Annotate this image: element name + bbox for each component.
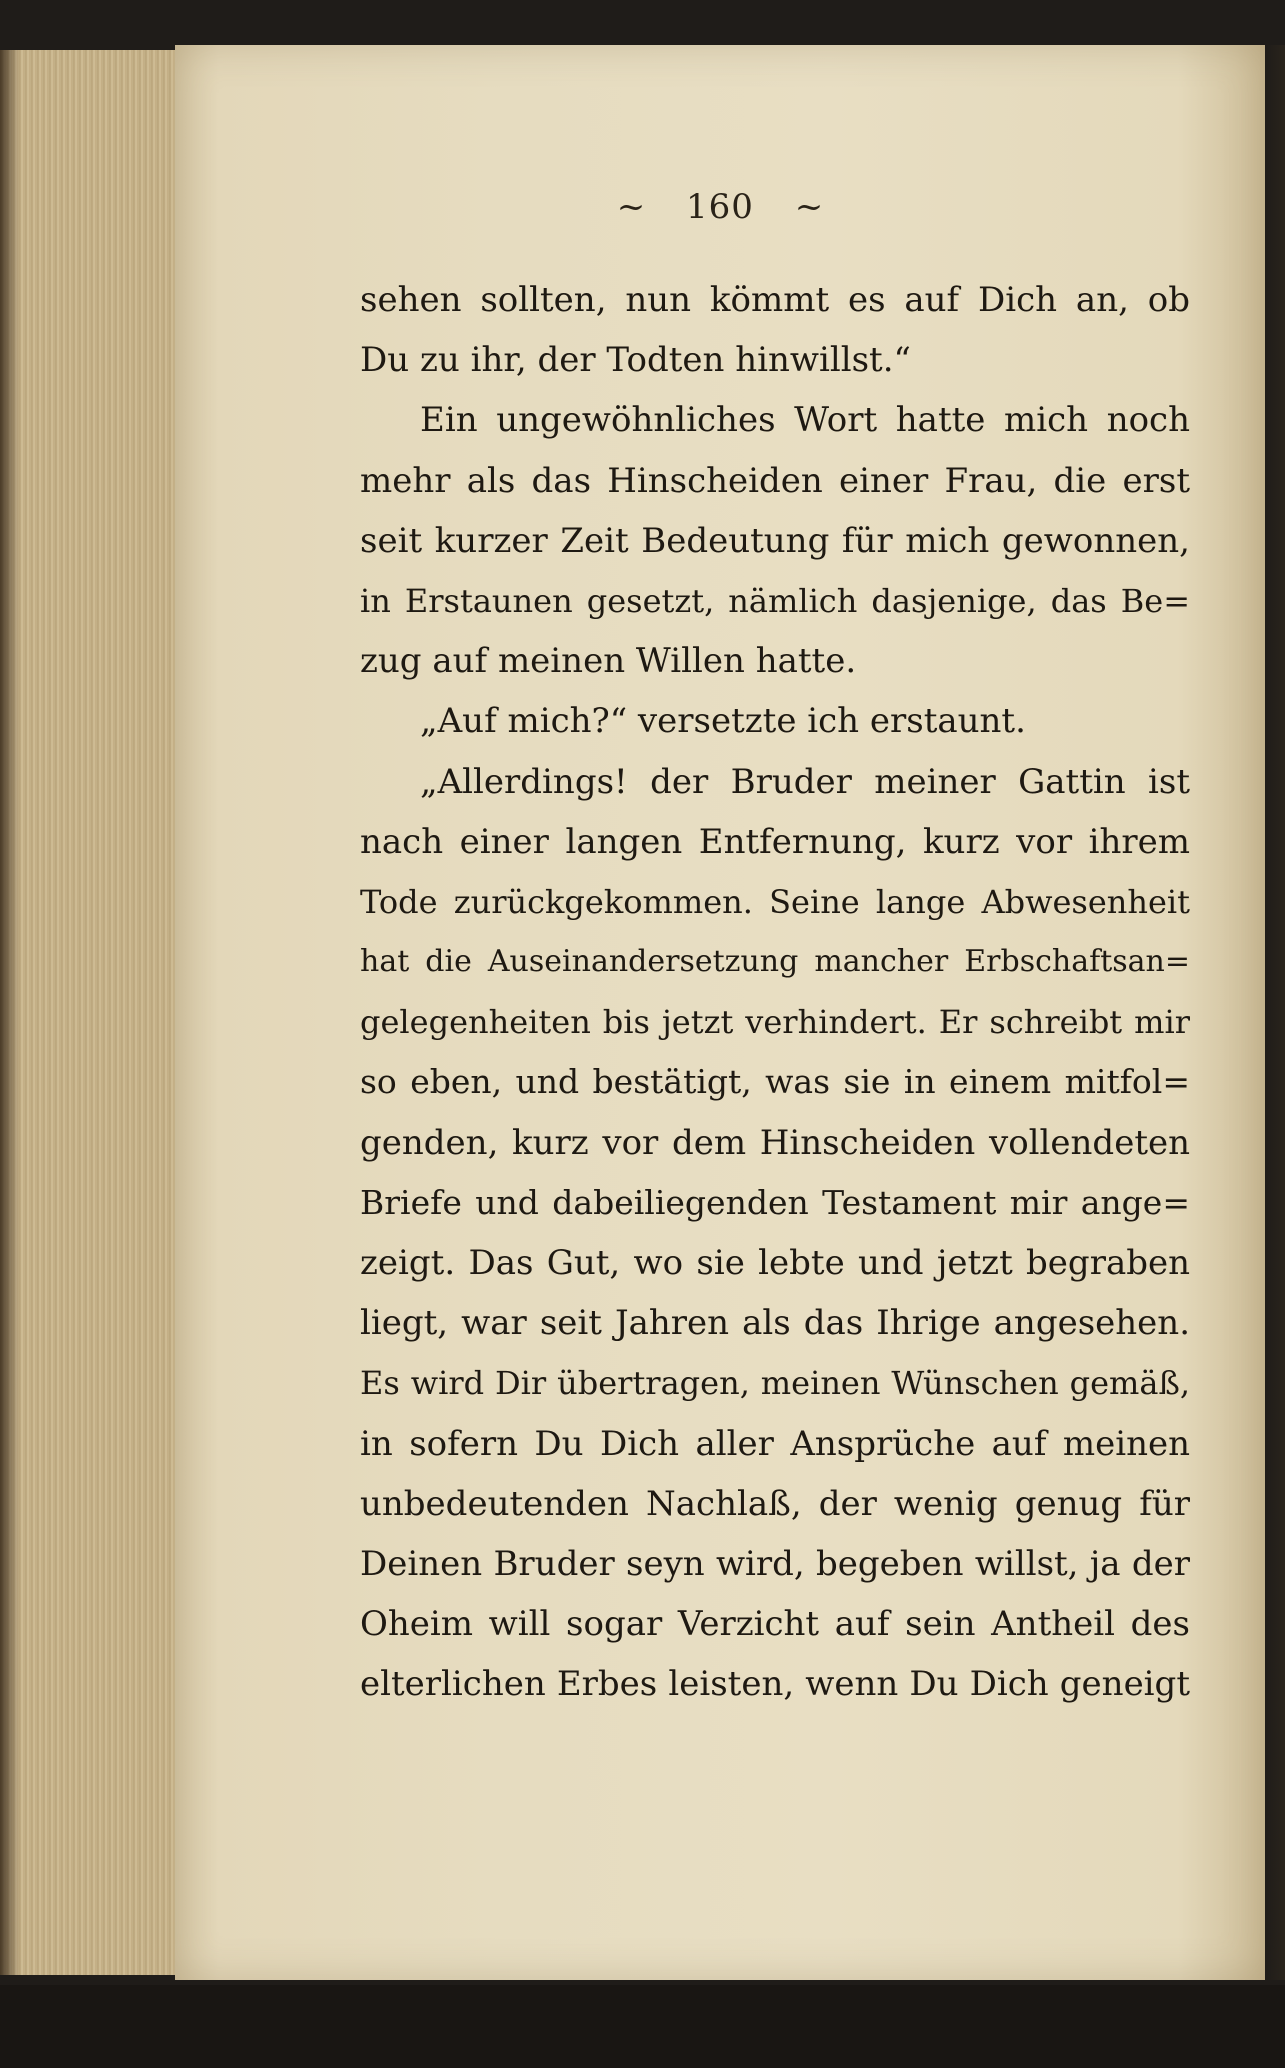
text-line: Oheim will sogar Verzicht auf sein Antheil des [360,1604,1190,1645]
book-edge-shadow [0,50,20,1975]
ornament-left-icon: ~ [616,187,646,227]
text-line: „Auf mich?“ versetzte ich erstaunt. [420,701,1026,742]
text-line: nach einer langen Entfernung, kurz vor ihrem [360,821,1190,862]
text-line: liegt, war seit Jahren als das Ihrige angesehen. [360,1303,1190,1344]
bottom-frame [0,1985,1285,2068]
text-line: Tode zurückgekommen. Seine lange Abwesenheit [360,882,1190,921]
text-line: so eben, und bestätigt, was sie in einem mitfol= [360,1062,1190,1102]
text-line: in Erstaunen gesetzt, nämlich dasjenige, das Be= [360,581,1190,620]
text-line: in sofern Du Dich aller Ansprüche auf meinen [360,1423,1190,1464]
body-text [360,270,1190,1715]
text-line: gelegenheiten bis jetzt verhindert. Er schreibt mir [360,1003,1190,1042]
text-line: unbedeutenden Nachlaß, der wenig genug für [360,1483,1190,1524]
page-header [175,180,1265,230]
text-line: „Allerdings! der Bruder meiner Gattin ist [420,761,1190,802]
book-page-edge [0,50,178,1975]
text-line: Deinen Bruder seyn wird, begeben willst, ja der [360,1543,1190,1584]
text-line: zug auf meinen Willen hatte. [360,641,857,682]
text-line: seit kurzer Zeit Bedeutung für mich gewonnen, [360,520,1190,561]
text-line: mehr als das Hinscheiden einer Frau, die erst [360,460,1190,501]
page-right-shadow [1265,45,1285,1980]
text-line: Du zu ihr, der Todten hinwillst.“ [360,340,911,381]
ornament-right-icon: ~ [794,187,824,227]
text-line: Briefe und dabeiliegenden Testament mir ange= [360,1182,1190,1222]
text-line: genden, kurz vor dem Hinscheiden vollendeten [360,1122,1190,1163]
text-line: zeigt. Das Gut, wo sie lebte und jetzt begraben [360,1243,1190,1283]
text-line: sehen sollten, nun kömmt es auf Dich an, ob [360,280,1190,320]
page-number: 160 [686,187,754,227]
text-line: elterlichen Erbes leisten, wenn Du Dich geneigt [360,1664,1190,1705]
text-line: Ein ungewöhnliches Wort hatte mich noch [420,400,1190,441]
text-line: hat die Auseinandersetzung mancher Erbschaftsan= [360,944,1190,980]
text-line: Es wird Dir übertragen, meinen Wünschen gemäß, [360,1364,1190,1403]
